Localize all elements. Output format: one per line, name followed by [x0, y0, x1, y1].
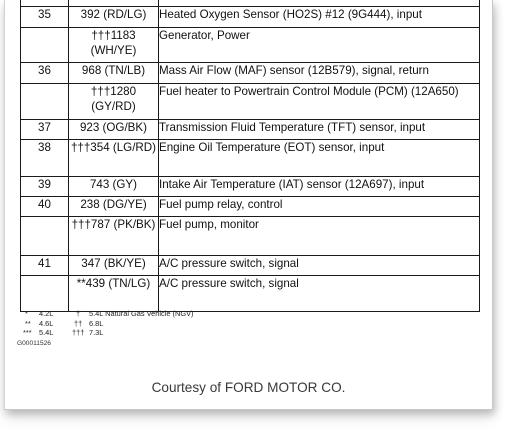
- pin-cell: 35: [21, 7, 69, 28]
- engine-footnote-legend: [17, 309, 277, 338]
- circuit-cell: 923 (OG/BK): [69, 120, 159, 140]
- circuit-cell: 238 (DG/YE): [69, 197, 159, 217]
- document-page: [4, 0, 493, 410]
- table-row: [21, 276, 480, 312]
- legend-value: 6.8L: [89, 318, 104, 328]
- table-row: [21, 7, 480, 28]
- pin-cell: [21, 28, 69, 63]
- pin-cell: 36: [21, 63, 69, 84]
- circuit-cell: 392 (RD/LG): [69, 7, 159, 28]
- legend-symbol: ***: [23, 328, 32, 338]
- legend-value: 7.3L: [89, 328, 104, 338]
- pin-cell: [21, 84, 69, 120]
- legend-symbol: †: [76, 309, 81, 318]
- table-row: [21, 217, 480, 256]
- circuit-cell: **439 (TN/LG): [69, 276, 159, 312]
- figure-id: G00011526: [17, 340, 51, 347]
- legend-symbol: †††: [72, 328, 85, 338]
- table-row: [21, 28, 480, 63]
- table-row: [21, 120, 480, 140]
- legend-value: 5.4L Natural Gas Vehicle (NGV): [89, 309, 194, 318]
- legend-value: 5.4L: [39, 328, 54, 338]
- description-cell: Fuel pump, monitor: [159, 217, 480, 256]
- connector-pinout-table: [20, 0, 480, 312]
- pin-cell: 38: [21, 140, 69, 177]
- description-cell: Generator, Power: [159, 28, 480, 63]
- circuit-cell: 743 (GY): [69, 177, 159, 197]
- legend-symbol: *: [25, 309, 28, 318]
- description-cell: Mass Air Flow (MAF) sensor (12B579), signal, return: [159, 63, 480, 84]
- pin-cell: 40: [21, 197, 69, 217]
- description-cell: Fuel pump relay, control: [159, 197, 480, 217]
- table-row: [21, 256, 480, 276]
- pin-cell: 39: [21, 177, 69, 197]
- description-cell: Fuel heater to Powertrain Control Module (PCM) (12A650): [159, 84, 480, 120]
- description-cell: Intake Air Temperature (IAT) sensor (12A697), input: [159, 177, 480, 197]
- table-row: [21, 177, 480, 197]
- legend-symbol: **: [25, 318, 31, 328]
- description-cell: Transmission Fluid Temperature (TFT) sensor, input: [159, 120, 480, 140]
- pin-cell: 37: [21, 120, 69, 140]
- legend-row: [17, 328, 277, 338]
- pin-cell: [21, 276, 69, 312]
- pin-cell: 41: [21, 256, 69, 276]
- table-row: [21, 140, 480, 177]
- legend-value: 4.6L: [39, 318, 54, 328]
- circuit-cell: †††354 (LG/RD): [69, 140, 159, 177]
- circuit-cell: 968 (TN/LB): [69, 63, 159, 84]
- table-row: [21, 63, 480, 84]
- description-cell: A/C pressure switch, signal: [159, 276, 480, 312]
- description-cell: A/C pressure switch, signal: [159, 256, 480, 276]
- circuit-cell: †††1280 (GY/RD): [69, 84, 159, 120]
- courtesy-caption: Courtesy of FORD MOTOR CO.: [151, 380, 346, 395]
- legend-row: [17, 319, 277, 329]
- description-cell: Engine Oil Temperature (EOT) sensor, input: [159, 140, 480, 177]
- table-row: [21, 197, 480, 217]
- circuit-cell: †††787 (PK/BK): [69, 217, 159, 256]
- legend-value: 4.2L: [39, 309, 54, 318]
- legend-row: [17, 309, 277, 319]
- circuit-cell: †††1183 (WH/YE): [69, 28, 159, 63]
- table-row: [21, 84, 480, 120]
- pin-cell: [21, 217, 69, 256]
- description-cell: Heated Oxygen Sensor (HO2S) #12 (9G444), input: [159, 7, 480, 28]
- circuit-cell: 347 (BK/YE): [69, 256, 159, 276]
- legend-symbol: ††: [74, 318, 83, 328]
